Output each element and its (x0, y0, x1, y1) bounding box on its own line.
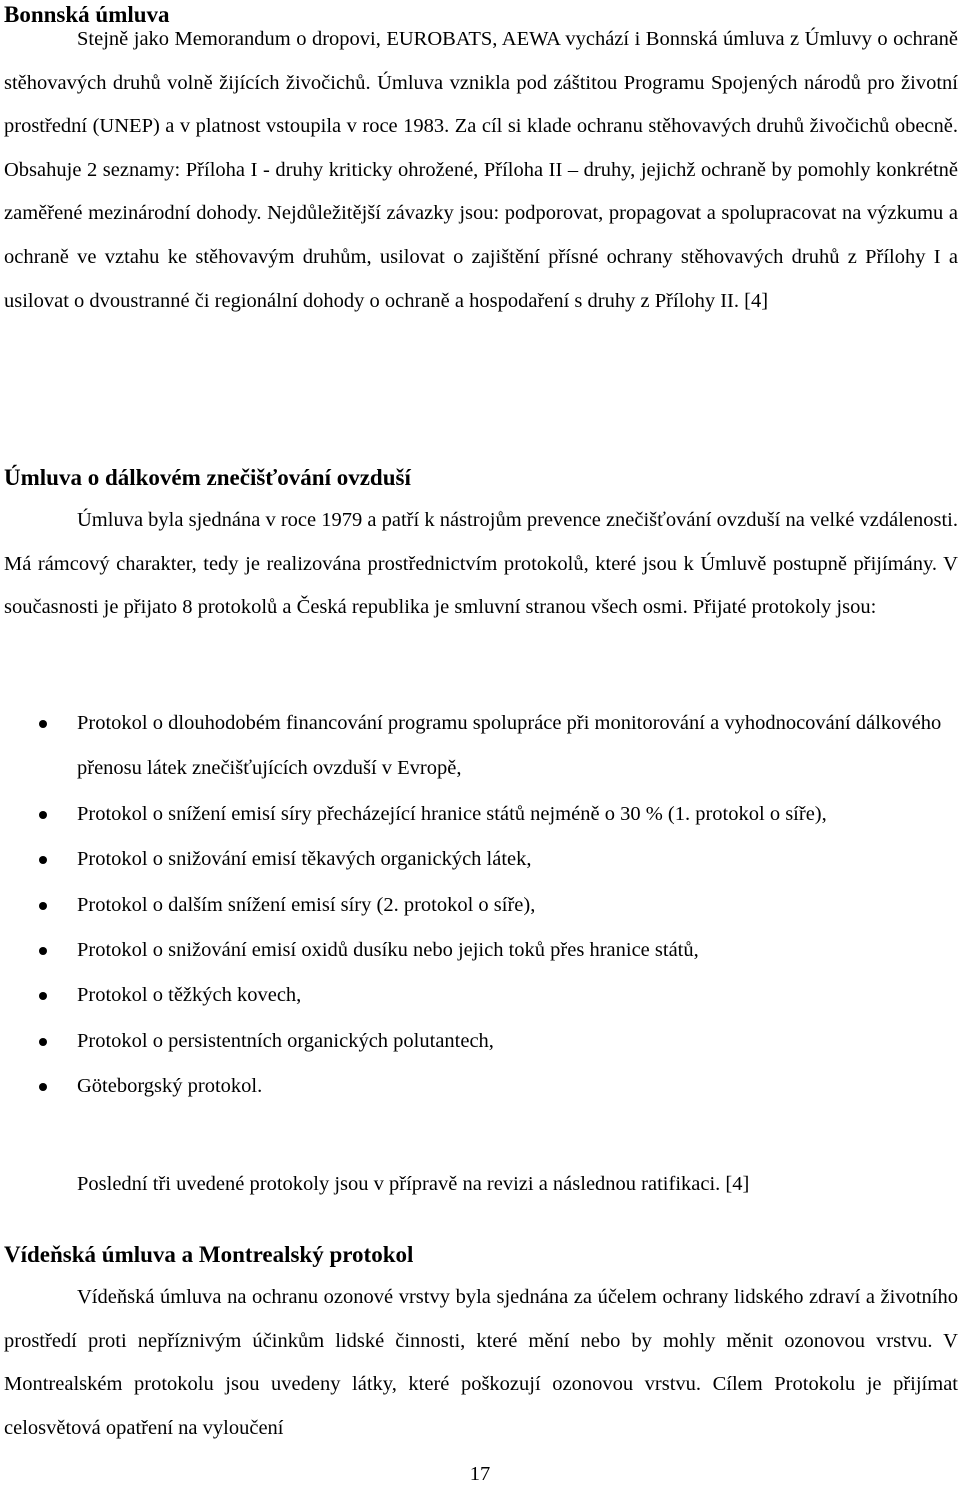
bullet-icon (39, 720, 47, 728)
section-heading-air-pollution: Úmluva o dálkovém znečišťování ovzduší (4, 465, 411, 490)
closing-paragraph: Poslední tři uvedené protokoly jsou v přípravě na revizi a následnou ratifikaci. [4] (77, 1173, 750, 1195)
bullet-icon (39, 811, 47, 819)
list-item: Protokol o těžkých kovech, (0, 973, 960, 1018)
section-heading-vienna: Vídeňská úmluva a Montrealský protokol (4, 1242, 414, 1267)
bullet-icon (39, 856, 47, 864)
list-item: Protokol o snižování emisí těkavých organických látek, (0, 837, 960, 882)
section-paragraph-air-pollution (4, 499, 958, 630)
list-item: Protokol o snížení emisí síry přecházející hranice států nejméně o 30 % (1. protokol o síře), (0, 792, 960, 837)
list-item: Protokol o dlouhodobém financování programu spolupráce při monitorování a vyhodnocování dálkového přenosu látek znečišťujících ovzduší v Evropě, (0, 701, 960, 792)
section-paragraph-bonn (4, 18, 958, 323)
list-item: Protokol o persistentních organických polutantech, (0, 1019, 960, 1064)
paragraph-text: Úmluva byla sjednána v roce 1979 a patří k nástrojům prevence znečišťování ovzduší na velké vzdálenosti. Má rámcový charakter, tedy je realizována prostřednictvím protokolů, které jsou k Úmluvě postupně přijímány. V současnosti je přijato 8 protokolů a Česká republika je smluvní stranou všech osmi. Přijaté protokoly jsou: (4, 509, 958, 619)
bullet-icon (39, 1083, 47, 1091)
protocol-list (0, 701, 960, 1110)
list-item: Göteborgský protokol. (0, 1064, 960, 1109)
bullet-icon (39, 1038, 47, 1046)
list-item: Protokol o snižování emisí oxidů dusíku nebo jejich toků přes hranice států, (0, 928, 960, 973)
bullet-icon (39, 902, 47, 910)
page-number: 17 (469, 1463, 491, 1485)
section-heading-bonn: Bonnská úmluva (4, 2, 170, 27)
section-paragraph-vienna (4, 1276, 958, 1450)
paragraph-text: Stejně jako Memorandum o dropovi, EUROBATS, AEWA vychází i Bonnská úmluva z Úmluvy o ochraně stěhovavých druhů volně žijících živočichů. Úmluva vznikla pod záštitou Programu Spojených národů pro životní prostřední (UNEP) a v platnost vstoupila v roce 1983. Za cíl si klade ochranu stěhovavých druhů živočichů obecně. Obsahuje 2 seznamy: Příloha I - druhy kriticky ohrožené, Příloha II – druhy, jejichž ochraně by pomohly konkrétně zaměřené mezinárodní dohody. Nejdůležitější závazky jsou: podporovat, propagovat a spolupracovat na výzkumu a ochraně ve vztahu ke stěhovavým druhům, usilovat o zajištění přísné ochrany stěhovavých druhů z Přílohy I a usilovat o dvoustranné či regionální dohody o ochraně a hospodaření s druhy z Přílohy II. [4] (4, 28, 958, 312)
list-item: Protokol o dalším snížení emisí síry (2. protokol o síře), (0, 883, 960, 928)
bullet-icon (39, 947, 47, 955)
paragraph-text: Vídeňská úmluva na ochranu ozonové vrstvy byla sjednána za účelem ochrany lidského zdraví a životního prostředí proti nepříznivým účinkům lidské činnosti, které mění nebo by mohly měnit ozonovou vrstvu. V Montrealském protokolu jsou uvedeny látky, které poškozují ozonovou vrstvu. Cílem Protokolu je přijímat celosvětová opatření na vyloučení (4, 1286, 958, 1439)
bullet-icon (39, 992, 47, 1000)
